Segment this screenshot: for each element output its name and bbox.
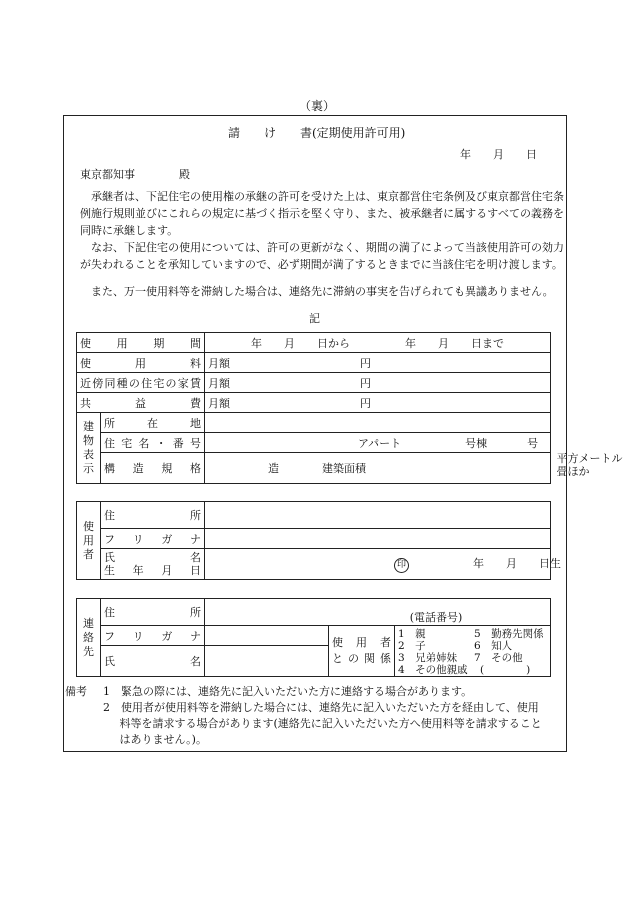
housing-name-no-field[interactable] — [205, 433, 551, 453]
structure-label: 構 造 規 格 — [101, 453, 205, 484]
yen-label: 円 — [360, 376, 371, 390]
contact-address-field[interactable] — [205, 599, 551, 626]
period-field[interactable]: 年 月 日から 年 月 日まで — [205, 333, 551, 353]
seal-mark: 印 — [394, 558, 409, 573]
relation-options[interactable] — [395, 626, 551, 677]
monthly-label: 月額 — [208, 356, 230, 370]
relation-acquaintance[interactable]: 6 知人 — [474, 640, 513, 652]
yen-label: 円 — [360, 396, 371, 410]
rent-field[interactable] — [205, 353, 551, 373]
addressee: 東京都知事 殿 — [80, 168, 190, 181]
housing-table — [76, 332, 623, 484]
note-2: 2 使用者が使用料等を滞納した場合には、連絡先に記入いただいた方を経由して、使用料等を請求する場合があります(連絡先に記入いただいた方へ使用料等を請求することはありません。)。 — [103, 701, 542, 746]
relation-other-relative[interactable]: 4 その他親戚 — [398, 664, 468, 676]
date-line: 年 月 日 — [460, 148, 537, 161]
user-label: 使用者 — [77, 502, 101, 580]
housing-name-no-label: 住宅名・番号 — [101, 433, 205, 453]
paragraph-arrears: また、万一使用料等を滞納した場合は、連絡先に滞納の事実を告げられても異議ありません。 — [91, 285, 554, 298]
contact-table — [76, 598, 551, 677]
contact-name-field[interactable] — [205, 646, 329, 677]
relation-parent[interactable]: 1 親 — [398, 628, 426, 640]
monthly-label: 月額 — [208, 396, 230, 410]
sqm-label: 平方メートル — [556, 452, 623, 465]
floor-area-label: 建築面積 — [322, 462, 366, 475]
location-field[interactable] — [205, 413, 551, 433]
period-label: 使 用 期 間 — [77, 333, 205, 353]
relation-label: 使 用 者 との関係 — [329, 626, 395, 677]
relation-child[interactable]: 2 子 — [398, 640, 426, 652]
ki-heading: 記 — [309, 312, 320, 325]
yen-label: 円 — [360, 356, 371, 370]
relation-sibling[interactable]: 3 兄弟姉妹 — [398, 652, 458, 664]
building-no-label: 号棟 — [465, 436, 488, 450]
user-table — [76, 501, 561, 580]
common-fee-label: 共 益 費 — [77, 393, 205, 413]
monthly-label: 月額 — [208, 376, 230, 390]
relation-other[interactable]: 7 その他 — [474, 652, 523, 664]
notes-section — [65, 684, 561, 748]
relation-work[interactable]: 5 勤務先関係 — [474, 628, 544, 640]
location-label: 所 在 地 — [101, 413, 205, 433]
contact-address-label: 住 所 — [101, 599, 205, 626]
rent-label: 使 用 料 — [77, 353, 205, 373]
user-furigana-field[interactable] — [205, 529, 551, 549]
paragraph-expiry: なお、下記住宅の使用については、許可の更新がなく、期間の満了によって当該使用許可の効力が失われることを承知していますので、必ず期間が満了するときまでに当該住宅を明け渡します。 — [80, 241, 564, 271]
phone-label: (電話番号) — [409, 611, 463, 624]
user-name-birth-label: 氏 名 生 年 月 日 — [101, 549, 205, 580]
contact-label: 連絡先 — [77, 599, 101, 677]
contact-furigana-field[interactable] — [205, 626, 329, 646]
note-1: 1 緊急の際には、連絡先に記入いただいた方に連絡する場合があります。 — [103, 685, 473, 698]
apartment-label: アパート — [358, 436, 402, 450]
birth-date-field[interactable]: 年 月 日生 — [473, 557, 561, 570]
relation-other-input[interactable]: ( ) — [480, 664, 531, 676]
paragraph-succession: 承継者は、下記住宅の使用権の承継の許可を受けた上は、東京都営住宅条例及び東京都営住宅条例施行規則並びにこれらの規定に基づく指示を堅く守り、また、被承継者に属するすべての義務を同時に承継します。 — [80, 190, 564, 237]
tatami-label: 畳ほか — [556, 465, 590, 478]
nearby-rent-label: 近傍同種の住宅の家賃 — [77, 373, 205, 393]
user-name-field[interactable] — [205, 549, 561, 580]
user-furigana-label: フ リ ガ ナ — [101, 529, 205, 549]
common-fee-field[interactable] — [205, 393, 551, 413]
user-address-label: 住 所 — [101, 502, 205, 529]
room-no-label: 号 — [527, 436, 539, 450]
construction-label: 造 — [268, 462, 279, 475]
nearby-rent-field[interactable] — [205, 373, 551, 393]
contact-furigana-label: フ リ ガ ナ — [101, 626, 205, 646]
user-address-field[interactable] — [205, 502, 551, 529]
document-title: 請 け 書(定期使用許可用) — [228, 126, 406, 140]
notes-label: 備考 — [65, 685, 87, 698]
reverse-side-label: （裏） — [299, 99, 336, 113]
contact-name-label: 氏 名 — [101, 646, 205, 677]
building-display-label: 建物表示 — [77, 413, 101, 484]
structure-field[interactable] — [205, 452, 623, 484]
